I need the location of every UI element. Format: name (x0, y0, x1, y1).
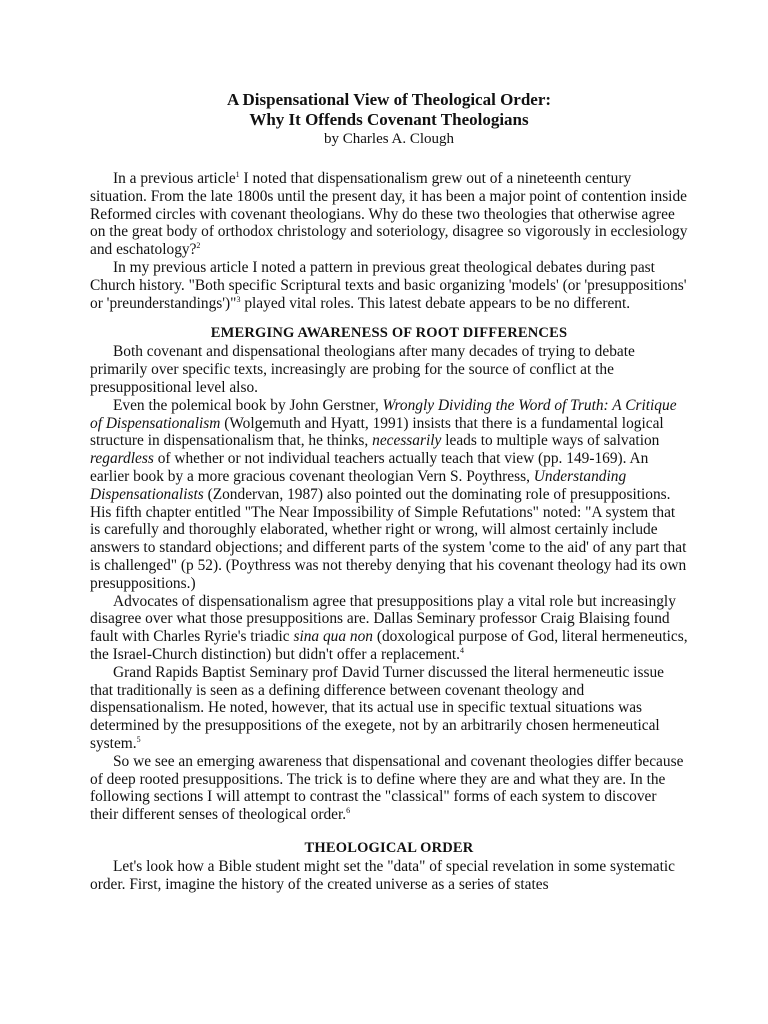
p4-text-a: Even the polemical book by John Gerstner, (113, 396, 383, 414)
p4-text-e: (Zondervan, 1987) also pointed out the dominating role of presuppositions. His fifth chapter entitled "The Near Impossibility of Simple Refutations" noted: "A system that is carefully and thoroughly elaborated, whether right or wrong, will almost certainly include answers to standard objections; and different parts of the system 'come to the aid' of any part that is challenged" (p 52). (Poythress was not thereby denying that his covenant theology had its own presuppositions.) (90, 485, 687, 592)
latin-phrase: sina qua non (293, 628, 373, 646)
emphasis-necessarily: necessarily (372, 432, 442, 450)
footnote-ref-5: 5 (136, 734, 141, 744)
p2-text-b: played vital roles. This latest debate appears to be no different. (240, 294, 631, 312)
section-heading-theological-order: THEOLOGICAL ORDER (304, 839, 474, 856)
footnote-ref-2: 2 (196, 241, 201, 251)
footnote-ref-6: 6 (346, 805, 351, 815)
title-line-2: Why It Offends Covenant Theologians (249, 110, 529, 129)
paragraph-5 (90, 593, 688, 664)
p4-text-c: leads to multiple ways of salvation (441, 432, 660, 450)
paragraph-7 (90, 753, 688, 824)
p4-text-b: (Wolgemuth and Hyatt, 1991) insists that there is a fundamental logical structure in dispensationalism that, he thinks, (90, 414, 664, 450)
p1-text-b: I noted that dispensationalism grew out of a nineteenth century situation. From the late 1800s until the present day, it has been a major point of contention inside Reformed circles with covenant theologians. Why do these two theologies that otherwise agree on the great body of orthodox christology and soteriology, disagree so vigorously in ecclesiology and eschatology? (90, 170, 688, 259)
author-byline: by Charles A. Clough (324, 131, 454, 147)
p2-text-a: In my previous article I noted a pattern in previous great theological debates during past Church history. "Both specific Scriptural texts and basic organizing 'models' (or 'presuppositions' or 'preunderstandings')" (90, 258, 687, 312)
footnote-ref-3: 3 (236, 294, 241, 304)
p1-text-a: In a previous article (113, 170, 236, 187)
paragraph-8: Let's look how a Bible student might set the "data" of special revelation in some systematic order. First, imagine the history of the created universe as a series of states (90, 857, 676, 893)
paragraph-1 (90, 170, 688, 259)
emphasis-regardless: regardless (90, 450, 154, 468)
paragraph-2 (90, 259, 688, 312)
p7-text-a: So we see an emerging awareness that dispensational and covenant theologies differ because of deep rooted presuppositions. The trick is to define where they are and what they are. In the following sections I will attempt to contrast the "classical" forms of each system to discover their different senses of theological order. (90, 752, 684, 824)
p4-text-d: of whether or not individual teachers actually teach that view (pp. 149-169). An earlier book by a more gracious covenant theologian Vern S. Poythress, (90, 450, 649, 485)
paragraph-6 (90, 664, 688, 753)
footnote-ref-1: 1 (235, 169, 240, 179)
p6-text-a: Grand Rapids Baptist Seminary prof David Turner discussed the literal hermeneutic issue that traditionally is seen as a defining difference between covenant theology and dispensationalism. He noted, however, that its actual use in specific textual situations was determined by the presuppositions of the exegete, not by an arbitrarily chosen hermeneutical system. (90, 663, 664, 752)
section-heading-emerging-awareness: EMERGING AWARENESS OF ROOT DIFFERENCES (210, 325, 568, 342)
book-title-gerstner: Wrongly Dividing the Word of Truth: A Critique of Dispensationalism (90, 396, 677, 432)
p5-text-b: (doxological purpose of God, literal hermeneutics, the Israel-Church distinction) but didn't offer a replacement. (90, 628, 688, 663)
p5-text-a: Advocates of dispensationalism agree that presuppositions play a vital role but increasingly disagree over what those presuppositions are. Dallas Seminary professor Craig Blaising found fault with Charles Ryrie's triadic (90, 592, 676, 646)
title-line-1: A Dispensational View of Theological Order: (226, 90, 552, 109)
book-title-poythress: Understanding Dispensationalists (90, 467, 627, 503)
footnote-ref-4: 4 (460, 645, 465, 655)
document-title (90, 90, 688, 130)
paragraph-4 (90, 397, 688, 593)
paragraph-3: Both covenant and dispensational theologians after many decades of trying to debate primarily over specific texts, increasingly are probing for the source of conflict at the presuppositional level also. (90, 343, 635, 396)
